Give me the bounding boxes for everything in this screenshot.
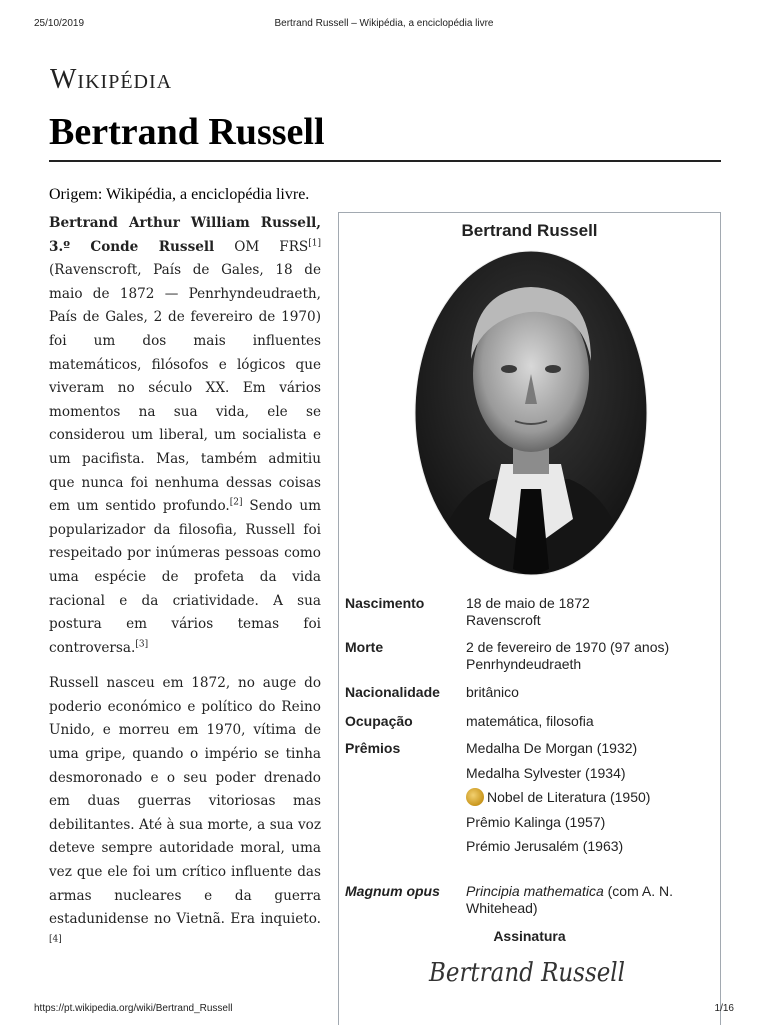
label-nascimento: Nascimento bbox=[345, 595, 425, 611]
label-nacionalidade: Nacionalidade bbox=[345, 684, 440, 700]
nobel-medal-icon bbox=[466, 788, 484, 806]
signature-label: Assinatura bbox=[493, 928, 566, 944]
print-title: Bertrand Russell – Wikipédia, a enciclopédia livre bbox=[274, 18, 494, 29]
print-footer bbox=[0, 994, 768, 1024]
award-item[interactable]: Prémio Jerusalém (1963) bbox=[466, 838, 624, 854]
award-item[interactable]: Prêmio Kalinga (1957) bbox=[466, 813, 606, 830]
paragraph-1: Bertrand Arthur William Russell, 3.º Conde Russell OM FRS[1] (Ravenscroft, País de Gales, 18 de maio de 1872 — Penrhyndeudraeth, País de Gales, 2 de fevereiro de 1970) foi um dos mais influentes matemáticos, filósofos e lógicos que viveram no século XX. Em vários momentos na sua vida, ele se considerou um liberal, um socialista e um pacifista. Mas, também admitiu que nunca foi nenhuma dessas coisas em um sentido profundo.[2] Sendo um popularizador da filosofia, Russell foi respeitado por inúmeras pessoas como uma espécie de profeta da vida racional e da criatividade. A sua postura em vários temas foi controversa.[3] bbox=[49, 215, 321, 656]
label-morte: Morte bbox=[345, 639, 384, 655]
wikipedia-logo[interactable]: Wikipédia bbox=[50, 64, 173, 95]
origin-line: Origem: Wikipédia, a enciclopédia livre. bbox=[49, 186, 310, 203]
reference-link-4[interactable]: [4] bbox=[49, 934, 62, 945]
label-premios: Prêmios bbox=[345, 740, 401, 756]
print-url: https://pt.wikipedia.org/wiki/Bertrand_Russell bbox=[34, 1003, 233, 1014]
page-title: Bertrand Russell bbox=[49, 111, 325, 153]
infobox: Bertrand Russell Nascimento 18 de maio de 1872 Ravenscroft Morte 2 de fevereiro de 1970 (97 anos) Penrhyndeudraeth Nacionalidade britânico Ocupação matemática, filosofia Prêmios Medalha De Morgan (1932) Medalha Sylvester (1934) Nobel de Literatura (1950) Prêmio Kalinga (1957) Prémio Jerusalém (1963) Magnum opus Principia mathematica (com A. N. Whitehead) Assinatura Bertrand Russell bbox=[338, 212, 721, 1025]
birth-date[interactable]: 18 de maio de 1872 bbox=[466, 595, 590, 611]
label-magnum-opus: Magnum opus bbox=[345, 883, 440, 899]
occupation-value[interactable]: matemática, filosofia bbox=[466, 713, 594, 729]
page-number: 1/16 bbox=[714, 1003, 734, 1014]
subject-name: Bertrand Arthur William Russell, 3.º Conde Russell bbox=[49, 215, 321, 255]
print-header bbox=[0, 0, 768, 40]
title-divider bbox=[49, 160, 721, 162]
award-item[interactable]: Medalha De Morgan (1932) bbox=[466, 740, 638, 756]
birth-place[interactable]: Ravenscroft bbox=[466, 612, 541, 628]
opus-title[interactable]: Principia mathematica bbox=[466, 883, 604, 899]
infobox-title: Bertrand Russell bbox=[461, 221, 598, 240]
award-item[interactable]: Medalha Sylvester (1934) bbox=[466, 764, 626, 781]
reference-link-3[interactable]: [3] bbox=[135, 639, 149, 650]
print-date: 25/10/2019 bbox=[34, 18, 85, 29]
signature-text: Bertrand Russell bbox=[428, 958, 625, 988]
paragraph-2: Russell nasceu em 1872, no auge do poderio económico e político do Reino Unido, e morreu em 1970, vítima de uma gripe, quando o império se tinha desmoronado e o seu poder drenado em duas guerras vitoriosas mas debilitantes. Até à sua morte, a sua voz deteve sempre autoridade moral, uma vez que ele foi um crítico influente das armas nucleares e da guerra estadunidense no Vietnã. Era inquieto.[4] bbox=[49, 675, 321, 945]
signature-image[interactable] bbox=[423, 951, 633, 991]
death-place[interactable]: Penrhyndeudraeth bbox=[466, 656, 582, 672]
article-body bbox=[49, 212, 321, 967]
reference-link-1[interactable]: [1] bbox=[308, 238, 321, 249]
reference-link-2[interactable]: [2] bbox=[229, 497, 243, 508]
award-item: Nobel de Literatura (1950) bbox=[466, 785, 716, 810]
death-date[interactable]: 2 de fevereiro de 1970 (97 anos) bbox=[466, 639, 670, 655]
portrait-image[interactable] bbox=[413, 249, 649, 577]
nationality-value[interactable]: britânico bbox=[466, 684, 519, 700]
label-ocupacao: Ocupação bbox=[345, 713, 413, 729]
